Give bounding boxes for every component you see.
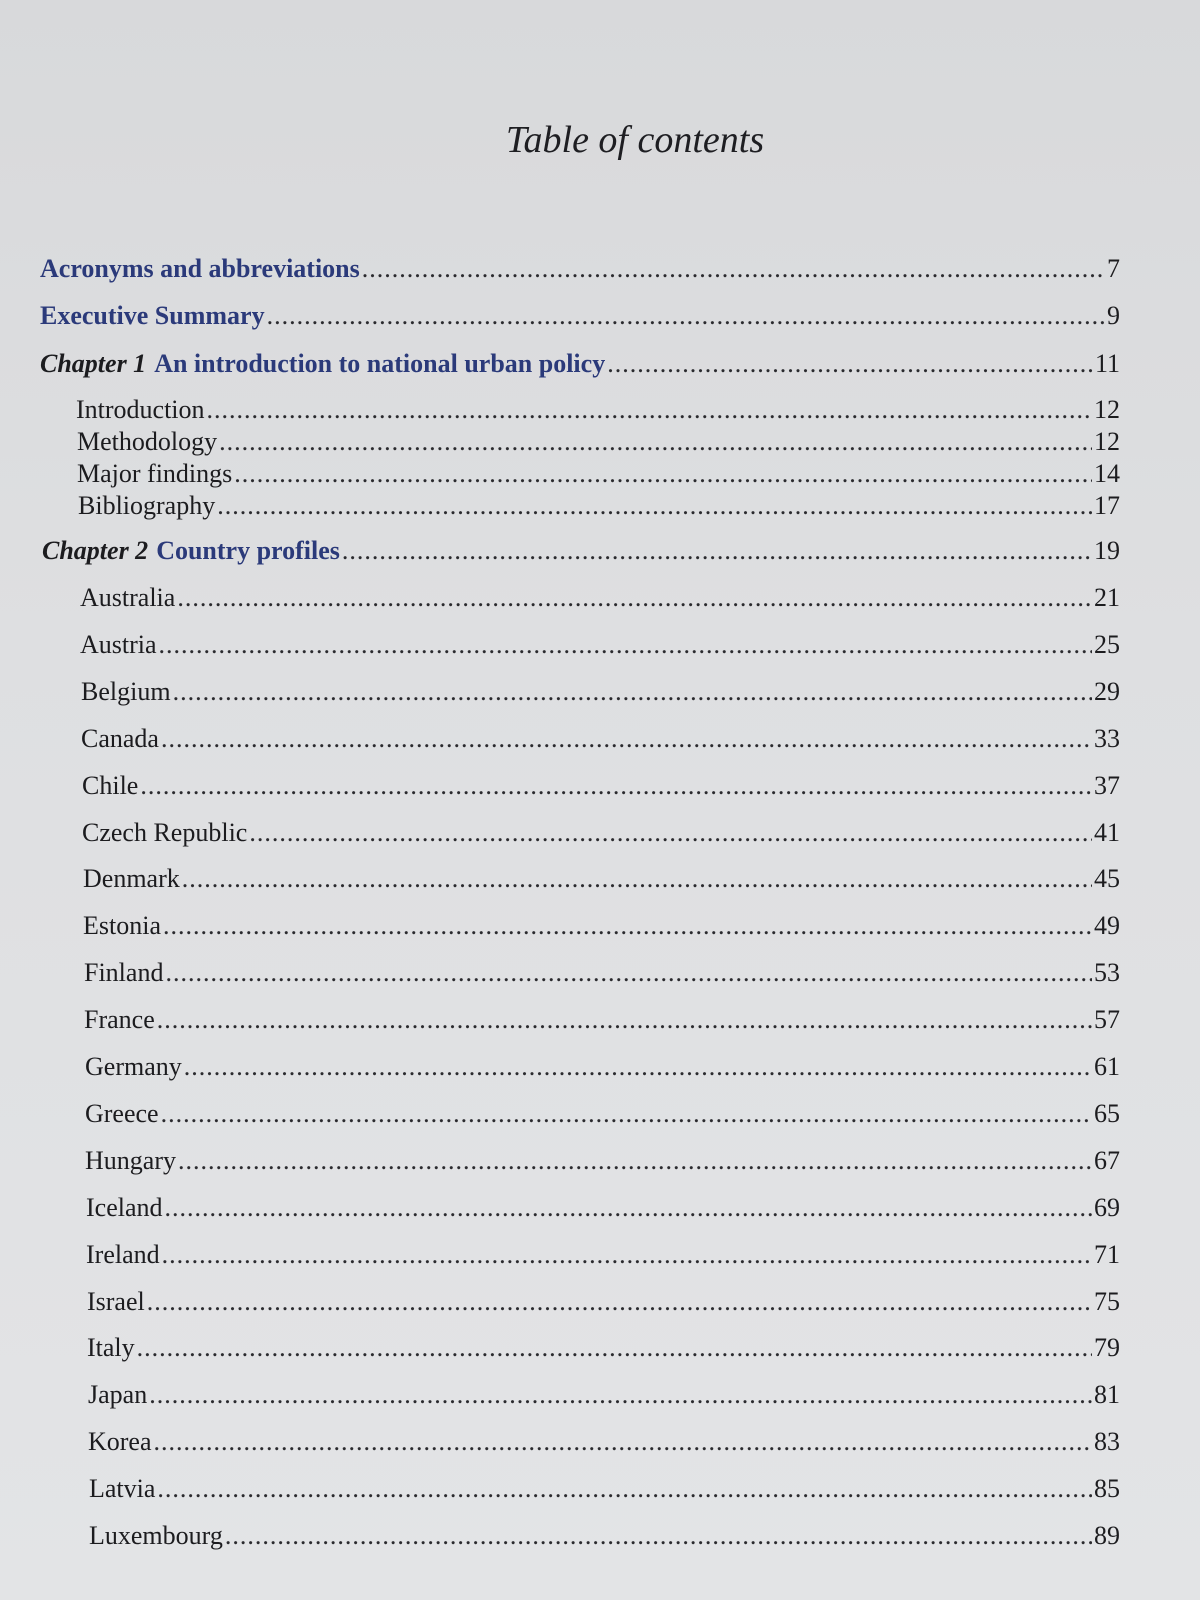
leader-dots [154, 1429, 1092, 1455]
leader-dots [165, 960, 1092, 986]
toc-entry-label: Israel [87, 1286, 145, 1316]
leader-dots [163, 913, 1092, 939]
toc-section-entry[interactable] [80, 585, 1120, 611]
toc-section-entry[interactable] [81, 676, 1120, 706]
leader-dots [159, 632, 1092, 658]
leader-dots [178, 1148, 1092, 1174]
toc-section-entry[interactable] [85, 1054, 1120, 1080]
leader-dots [157, 1476, 1092, 1502]
toc-section-entry[interactable] [77, 429, 1120, 455]
chapter-title: Country profiles [156, 536, 340, 565]
leader-dots [161, 1101, 1092, 1127]
toc-entry-page: 12 [1094, 427, 1120, 456]
toc-section-entry[interactable] [77, 461, 1120, 487]
toc-entry-label: Czech Republic [82, 817, 248, 847]
leader-dots [184, 1054, 1092, 1080]
toc-entry-page: 7 [1107, 254, 1120, 283]
toc-entry-label: Executive Summary [40, 301, 265, 330]
leader-dots [234, 461, 1092, 487]
toc-section-entry[interactable] [84, 1007, 1120, 1033]
toc-entry-page: 19 [1094, 536, 1120, 565]
chapter-heading [42, 538, 340, 564]
toc-section-entry[interactable] [82, 817, 1120, 847]
toc-chapter-1[interactable] [40, 351, 1120, 377]
leader-dots [147, 1289, 1092, 1315]
leader-dots [342, 538, 1092, 564]
toc-entry-page: 9 [1107, 301, 1120, 330]
toc-section-entry[interactable] [83, 913, 1120, 939]
toc-entry-label: Iceland [86, 1192, 163, 1222]
toc-section-entry[interactable] [81, 723, 1120, 753]
toc-entry-page: 45 [1094, 864, 1120, 894]
toc-entry-acronyms[interactable] [40, 256, 1120, 282]
toc-section-entry[interactable] [76, 397, 1120, 423]
leader-dots [219, 429, 1092, 455]
leader-dots [267, 303, 1105, 329]
toc-entry-label: Chile [82, 770, 139, 800]
chapter-number: Chapter 1 [40, 349, 147, 378]
toc-section-entry[interactable] [88, 1382, 1120, 1408]
toc-entry-page: 33 [1094, 723, 1120, 753]
leader-dots [162, 1242, 1092, 1268]
toc-section-entry[interactable] [89, 1476, 1120, 1502]
chapter-title: An introduction to national urban policy [154, 349, 606, 378]
toc-section-entry[interactable] [82, 770, 1120, 800]
toc-chapter-2[interactable] [42, 538, 1120, 564]
toc-entry-label: Belgium [81, 676, 171, 706]
leader-dots [225, 1523, 1092, 1549]
toc-entry-page: 81 [1094, 1380, 1120, 1410]
leader-dots [607, 351, 1093, 377]
leader-dots [362, 256, 1105, 282]
toc-entry-label: Canada [81, 723, 159, 753]
toc-entry-page: 85 [1094, 1474, 1120, 1504]
leader-dots [157, 1007, 1092, 1033]
toc-entry-label: France [84, 1005, 155, 1035]
toc-entry-page: 49 [1094, 911, 1120, 941]
toc-entry-label: Hungary [85, 1145, 176, 1175]
toc-entry-page: 79 [1094, 1333, 1120, 1363]
leader-dots [149, 1382, 1092, 1408]
toc-entry-page: 25 [1094, 629, 1120, 659]
toc-section-entry[interactable] [89, 1523, 1120, 1549]
toc-section-entry[interactable] [80, 629, 1120, 659]
toc-entry-label: Methodology [77, 427, 218, 456]
toc-section-entry[interactable] [85, 1145, 1120, 1175]
toc-section-entry[interactable] [87, 1335, 1120, 1361]
toc-entry-page: 29 [1094, 676, 1120, 706]
toc-entry-label: Latvia [89, 1474, 156, 1504]
toc-entry-label: Australia [80, 583, 176, 612]
toc-entry-executive-summary[interactable] [40, 303, 1120, 329]
toc-entry-page: 83 [1094, 1427, 1120, 1457]
toc-entry-page: 53 [1094, 958, 1120, 988]
toc-entry-label: Bibliography [78, 491, 216, 520]
toc-entry-page: 65 [1094, 1098, 1120, 1128]
toc-entry-page: 21 [1094, 583, 1120, 612]
toc-entry-page: 14 [1094, 459, 1120, 488]
toc-entry-label: Japan [88, 1380, 148, 1410]
toc-entry-page: 71 [1094, 1239, 1120, 1269]
toc-entry-label: Denmark [83, 864, 180, 894]
leader-dots [207, 397, 1092, 423]
toc-entry-page: 69 [1094, 1192, 1120, 1222]
toc-entry-label: Germany [85, 1052, 182, 1081]
leader-dots [249, 820, 1092, 846]
toc-section-entry[interactable] [78, 493, 1120, 519]
toc-entry-page: 41 [1094, 817, 1120, 847]
leader-dots [173, 679, 1092, 705]
toc-entry-label: Italy [87, 1333, 135, 1363]
leader-dots [161, 726, 1092, 752]
toc-section-entry[interactable] [83, 866, 1120, 892]
toc-section-entry[interactable] [85, 1098, 1120, 1128]
toc-section-entry[interactable] [88, 1429, 1120, 1455]
toc-entry-page: 11 [1094, 349, 1120, 378]
toc-entry-label: Austria [80, 629, 157, 659]
toc-entry-page: 12 [1094, 395, 1120, 424]
toc-entry-page: 57 [1094, 1005, 1120, 1035]
leader-dots [140, 773, 1092, 799]
toc-entry-label: Introduction [76, 395, 205, 424]
page-title: Table of contents [505, 119, 765, 161]
chapter-number: Chapter 2 [42, 536, 149, 565]
toc-entry-label: Greece [85, 1098, 159, 1128]
toc-entry-label: Acronyms and abbreviations [40, 254, 360, 283]
toc-entry-label: Major findings [77, 459, 233, 488]
toc-section-entry[interactable] [86, 1192, 1120, 1222]
toc-entry-page: 89 [1094, 1521, 1120, 1550]
leader-dots [137, 1335, 1092, 1361]
toc-section-entry[interactable] [87, 1286, 1120, 1316]
toc-entry-label: Finland [84, 958, 164, 988]
toc-entry-label: Luxembourg [89, 1521, 223, 1550]
toc-entry-page: 37 [1094, 770, 1120, 800]
toc-entry-label: Ireland [86, 1239, 160, 1269]
toc-section-entry[interactable] [84, 960, 1120, 986]
toc-entry-page: 61 [1094, 1052, 1120, 1081]
toc-entry-page: 75 [1094, 1286, 1120, 1316]
leader-dots [177, 585, 1092, 611]
toc-entry-page: 17 [1094, 491, 1120, 520]
leader-dots [182, 866, 1092, 892]
chapter-heading [40, 351, 605, 377]
toc-entry-label: Estonia [83, 911, 161, 941]
toc-section-entry[interactable] [86, 1239, 1120, 1269]
leader-dots [217, 493, 1092, 519]
leader-dots [165, 1195, 1092, 1221]
toc-entry-label: Korea [88, 1427, 152, 1457]
toc-entry-page: 67 [1094, 1145, 1120, 1175]
